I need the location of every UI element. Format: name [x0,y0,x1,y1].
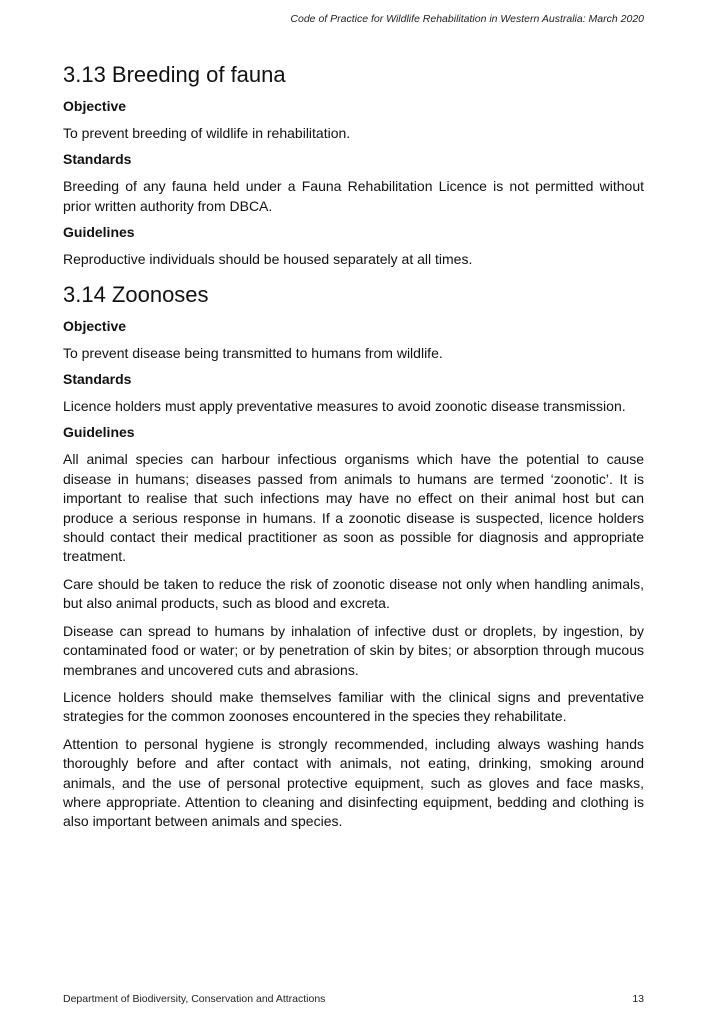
guidelines-paragraph: Care should be taken to reduce the risk of zoonotic disease not only when handling animals, but also animal products, such as blood and excreta. [63,575,644,612]
guidelines-heading: Guidelines [63,424,135,441]
standards-heading: Standards [63,151,132,168]
section-title: 3.14 Zoonoses [63,281,209,307]
guidelines-paragraph: Reproductive individuals should be housed separately at all times. [63,251,473,268]
objective-text: To prevent breeding of wildlife in rehabilitation. [63,125,351,141]
standards-text: Breeding of any fauna held under a Fauna Rehabilitation Licence is not permitted without prior written authority from DBCA. [63,178,644,214]
page-content [63,60,644,840]
objective-text: To prevent disease being transmitted to humans from wildlife. [63,344,443,361]
section-zoonoses [63,280,644,832]
page-number: 13 [632,993,644,1005]
guidelines-paragraph: Disease can spread to humans by inhalation of infective dust or droplets, by ingestion, by contaminated food or water; or by penetration of skin by bites; or absorption through mucous membranes and uncovered cuts and abrasions. [63,622,644,678]
guidelines-paragraph: All animal species can harbour infectious organisms which have the potential to cause disease in humans; diseases passed from animals to humans are termed ‘zoonotic’. It is important to realise that such infections may have no effect on their animal host but can produce a serious response in humans. If a zoonotic disease is suspected, licence holders should contact their medical practitioner as soon as possible for diagnosis and appropriate treatment. [63,451,644,565]
section-title: 3.13 Breeding of fauna [63,62,286,87]
section-breeding-of-fauna [63,60,644,270]
guidelines-paragraph: Attention to personal hygiene is strongly recommended, including always washing hands thoroughly before and after contact with animals, not eating, drinking, smoking around animals, and the use of personal protective equipment, such as gloves and face masks, where appropriate. Attention to cleaning and disinfecting equipment, bedding and clothing is also important between animals and species. [63,735,644,830]
standards-text: Licence holders must apply preventative measures to avoid zoonotic disease transmission. [63,398,626,415]
guidelines-paragraph: Licence holders should make themselves familiar with the clinical signs and preventative strategies for the common zoonoses encountered in the species they rehabilitate. [63,688,644,725]
guidelines-heading: Guidelines [63,224,135,241]
footer-organisation: Department of Biodiversity, Conservation and Attractions [63,993,326,1005]
objective-heading: Objective [63,98,127,114]
standards-heading: Standards [63,371,132,388]
running-header: Code of Practice for Wildlife Rehabilitation in Western Australia: March 2020 [290,13,644,25]
objective-heading: Objective [63,317,127,334]
